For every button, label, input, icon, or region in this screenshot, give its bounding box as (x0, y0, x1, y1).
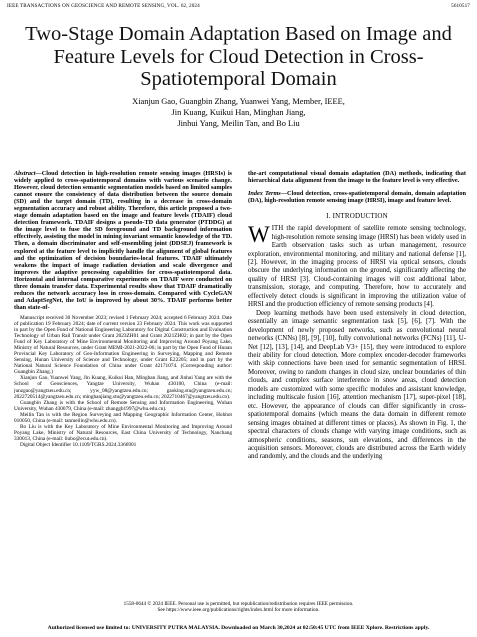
authorized-use-notice: Authorized licensed use limited to: UNIVERSITY PUTRA MALAYSIA. Downloaded on March 30,2024 at 02:50:45 UTC from IEEE Xplore. Restrictions apply. (47, 625, 430, 631)
running-header (7, 3, 470, 13)
introduction-paragraph-1 (248, 222, 466, 310)
footnote-affiliation-2: Guangbin Zhang is with the School of Remote Sensing and Information Engineering, Wuhan University, Wuhan 430079, China (e-mail: zhanggb1997@whu.edu.cn). (14, 399, 232, 412)
index-terms (248, 190, 466, 204)
author-list (30, 96, 447, 129)
doi[interactable]: Digital Object Identifier 10.1109/TGRS.2024.3366901 (20, 441, 137, 448)
journal-name: IEEE TRANSACTIONS ON GEOSCIENCE AND REMOTE SENSING, VOL. 62, 2024 (7, 3, 200, 9)
abstract-label: Abstract— (14, 170, 42, 177)
section-heading: I. INTRODUCTION (326, 212, 388, 221)
author-line-3: Jinhui Yang, Meilin Tan, and Bo Liu (177, 119, 300, 128)
copyright-line: 1558-0644 © 2024 IEEE. Personal use is permitted, but republication/redistribution requires IEEE permission. (123, 601, 354, 607)
paragraph-1-text: ITH the rapid development of satellite remote sensing technology, high-resolution remote sensing image (HRSI) has been widely used in Earth observation tasks such as urban management, resource exploration, environmental monitoring, and military and national defense [1], [2]. However, in the imaging process of HRSI via optical sensors, clouds obscure the underlying information on the ground, significantly affecting the quality of HRSI [3]. Cloud-containing images will cost additional labor, transmission, storage, and computing. Therefore, how to accurately and effectively detect clouds is significant in improving the utilization value of HRSI and the production efficiency of remote sensing products [4]. (248, 225, 466, 309)
paper-title: Two-Stage Domain Adaptation Based on Image and Feature Levels for Cloud Detection in Cross-Spatiotemporal Domain (25, 23, 452, 90)
abstract (14, 170, 232, 311)
right-column (248, 170, 466, 462)
footnote-affiliation-1: Xianjun Gao, Yuanwei Yang, Jin Kuang, Kuikui Han, Minghan Jiang, and Jinhui Yang are with the School of Geosciences, Yangtze University, Wuhan 430100, China (e-mail: junzgao@yangtzeu.edu.cn; yyw_08@yangtzeu.edu.cn; gaoking.stu@yangtzeu.edu.cn; 2022720514@yangtzeu.edu.cn; minghanjiang.stu@yangtzeu.edu.cn; 2022710467@yangtzeu.edu.cn). (14, 375, 232, 400)
abstract-text: Cloud detection in high-resolution remote sensing images (HRSIs) is widely applied to cross-spatiotemporal domains with various scenario change. However, cloud detection semantic segmentation models based on limited samples cannot ensure the consistency of data distribution between the source domain (SD) and the target domain (TD), resulting in a decrease in cross-domain segmentation accuracy and robust ability. Therefore, this article proposed a two-stage domain adaptation based on the image and feature levels (TDAIF) cloud detection framework. TDAIF designs a pseudo-TD data generator (PTDDG) at the image level to fuse the SD foreground and TD background information effectively, assisting the model in mining invariant semantic knowledge of the TD. Then, a domain discriminator and self-ensembling joint (DDSEJ) framework is explored at the feature level to implicitly handle the alignment of global features and the optimization of decision boundaries-local features. TDAIF ultimately weakens the impact of image radiation deviation and scale divergence and improves the adaptive processing capabilities for cross-spatiotemporal data. Horizontal and internal comparative experiments on TDAIF were conducted on three domain transfer data. Experimental results show that TDAIF dramatically reduces the network accuracy loss in cross-domain. Compared with CycleGAN and AdaptSegNet, the IoU is improved by about 30%. TDAIF performs better than state-of- (14, 170, 232, 311)
introduction-body (248, 222, 466, 462)
drop-cap: W (248, 222, 270, 248)
abstract-continued: the-art computational visual domain adaptation (DA) methods, indicating that hierarchical data alignment from the image to the feature level is very effective. (248, 170, 466, 185)
introduction-paragraph-2: Deep learning methods have been used extensively in cloud detection, essentially an image semantic segmentation task [5], [6], [7]. With the development of newly proposed networks, such as convolutional neural networks (CNNs) [8], [9], [10], fully convolutional networks (FCNs) [11], U-Net [12], [13], [14], and DeepLab V3+ [15], they were introduced to explore their ability for cloud detection. More complex encoder-decoder frameworks with skip connections have been used for semantic segmentation of HRSI. Moreover, owing to random changes in cloud size, unclear boundaries of thin clouds, and complex surface interference in snow areas, cloud detection models are customized with some specific modules and assistant knowledge, including multiscale fusion [16], attention mechanism [17], super-pixel [18], etc. However, the appearance of clouds can differ significantly in cross-spatiotemporal domains (which means the data domain in different remote sensing images obtained at different times or places). As shown in Fig. 1, the spectral characters of clouds change with varying image conditions, such as atmospheric conditions, seasons, sun elevations, and differences in the acquisition sensors. Moreover, clouds are distributed across the Earth widely and randomly, and the clouds and the underlying (248, 309, 466, 461)
left-column (14, 170, 232, 448)
author-line-2: Jin Kuang, Kuikui Han, Minghan Jiang, (171, 108, 306, 117)
author-line-1: Xianjun Gao, Guangbin Zhang, Yuanwei Yang, Member, IEEE, (132, 97, 345, 106)
index-terms-text: Cloud detection, cross-spatiotemporal domain, domain adaptation (DA), high-resolution remote sensing image (HRSI), image and feature level. (248, 190, 466, 205)
footnote-affiliation-3: Meilin Tan is with the Region Surveying and Mapping Geographic Information Center, Hohhot 010050, China (e-mail: tanmeilin@whu.edu.cn). (14, 411, 232, 424)
footnote-funding: Manuscript received 30 November 2023; revised 1 February 2024; accepted 6 February 2024. Date of publication 19 February 2024; date of current version 23 February 2024. This work was supported in part by the Open Fund of National Engineering Laboratory for Digital Construction and Evaluation Technology of Urban Rail Transit under Grant 2023ZH01 and Grant 2021ZH02; in part by the Open Fund of Key Laboratory of Mine Environmental Monitoring and Improving Around Poyang Lake, Ministry of Natural Resources, under Grant MEMI-2021-2022-06; in part by the Open Fund of Hunan Provincial Key Laboratory of Geo-Information Engineering in Surveying, Mapping and Remote Sensing, Hunan University of Science and Technology, under Grant E22205; and in part by the National Natural Science Foundation of China under Grant 42171074. (Corresponding author: Guangbin Zhang.) (14, 314, 232, 376)
page-number: 5610517 (451, 3, 470, 9)
footnote-affiliation-4: Bo Liu is with the Key Laboratory of Mine Environmental Monitoring and Improving Around Poyang Lake, Ministry of Natural Resources, East China University of Technology, Nanchang 330013, China (e-mail: liubo@ecut.edu.cn). (14, 423, 232, 442)
rights-link[interactable]: See https://www.ieee.org/publications/rights/index.html for more information. (157, 607, 320, 614)
copyright-footer (0, 601, 477, 613)
index-terms-label: Index Terms— (248, 190, 287, 198)
footnote (14, 315, 232, 448)
